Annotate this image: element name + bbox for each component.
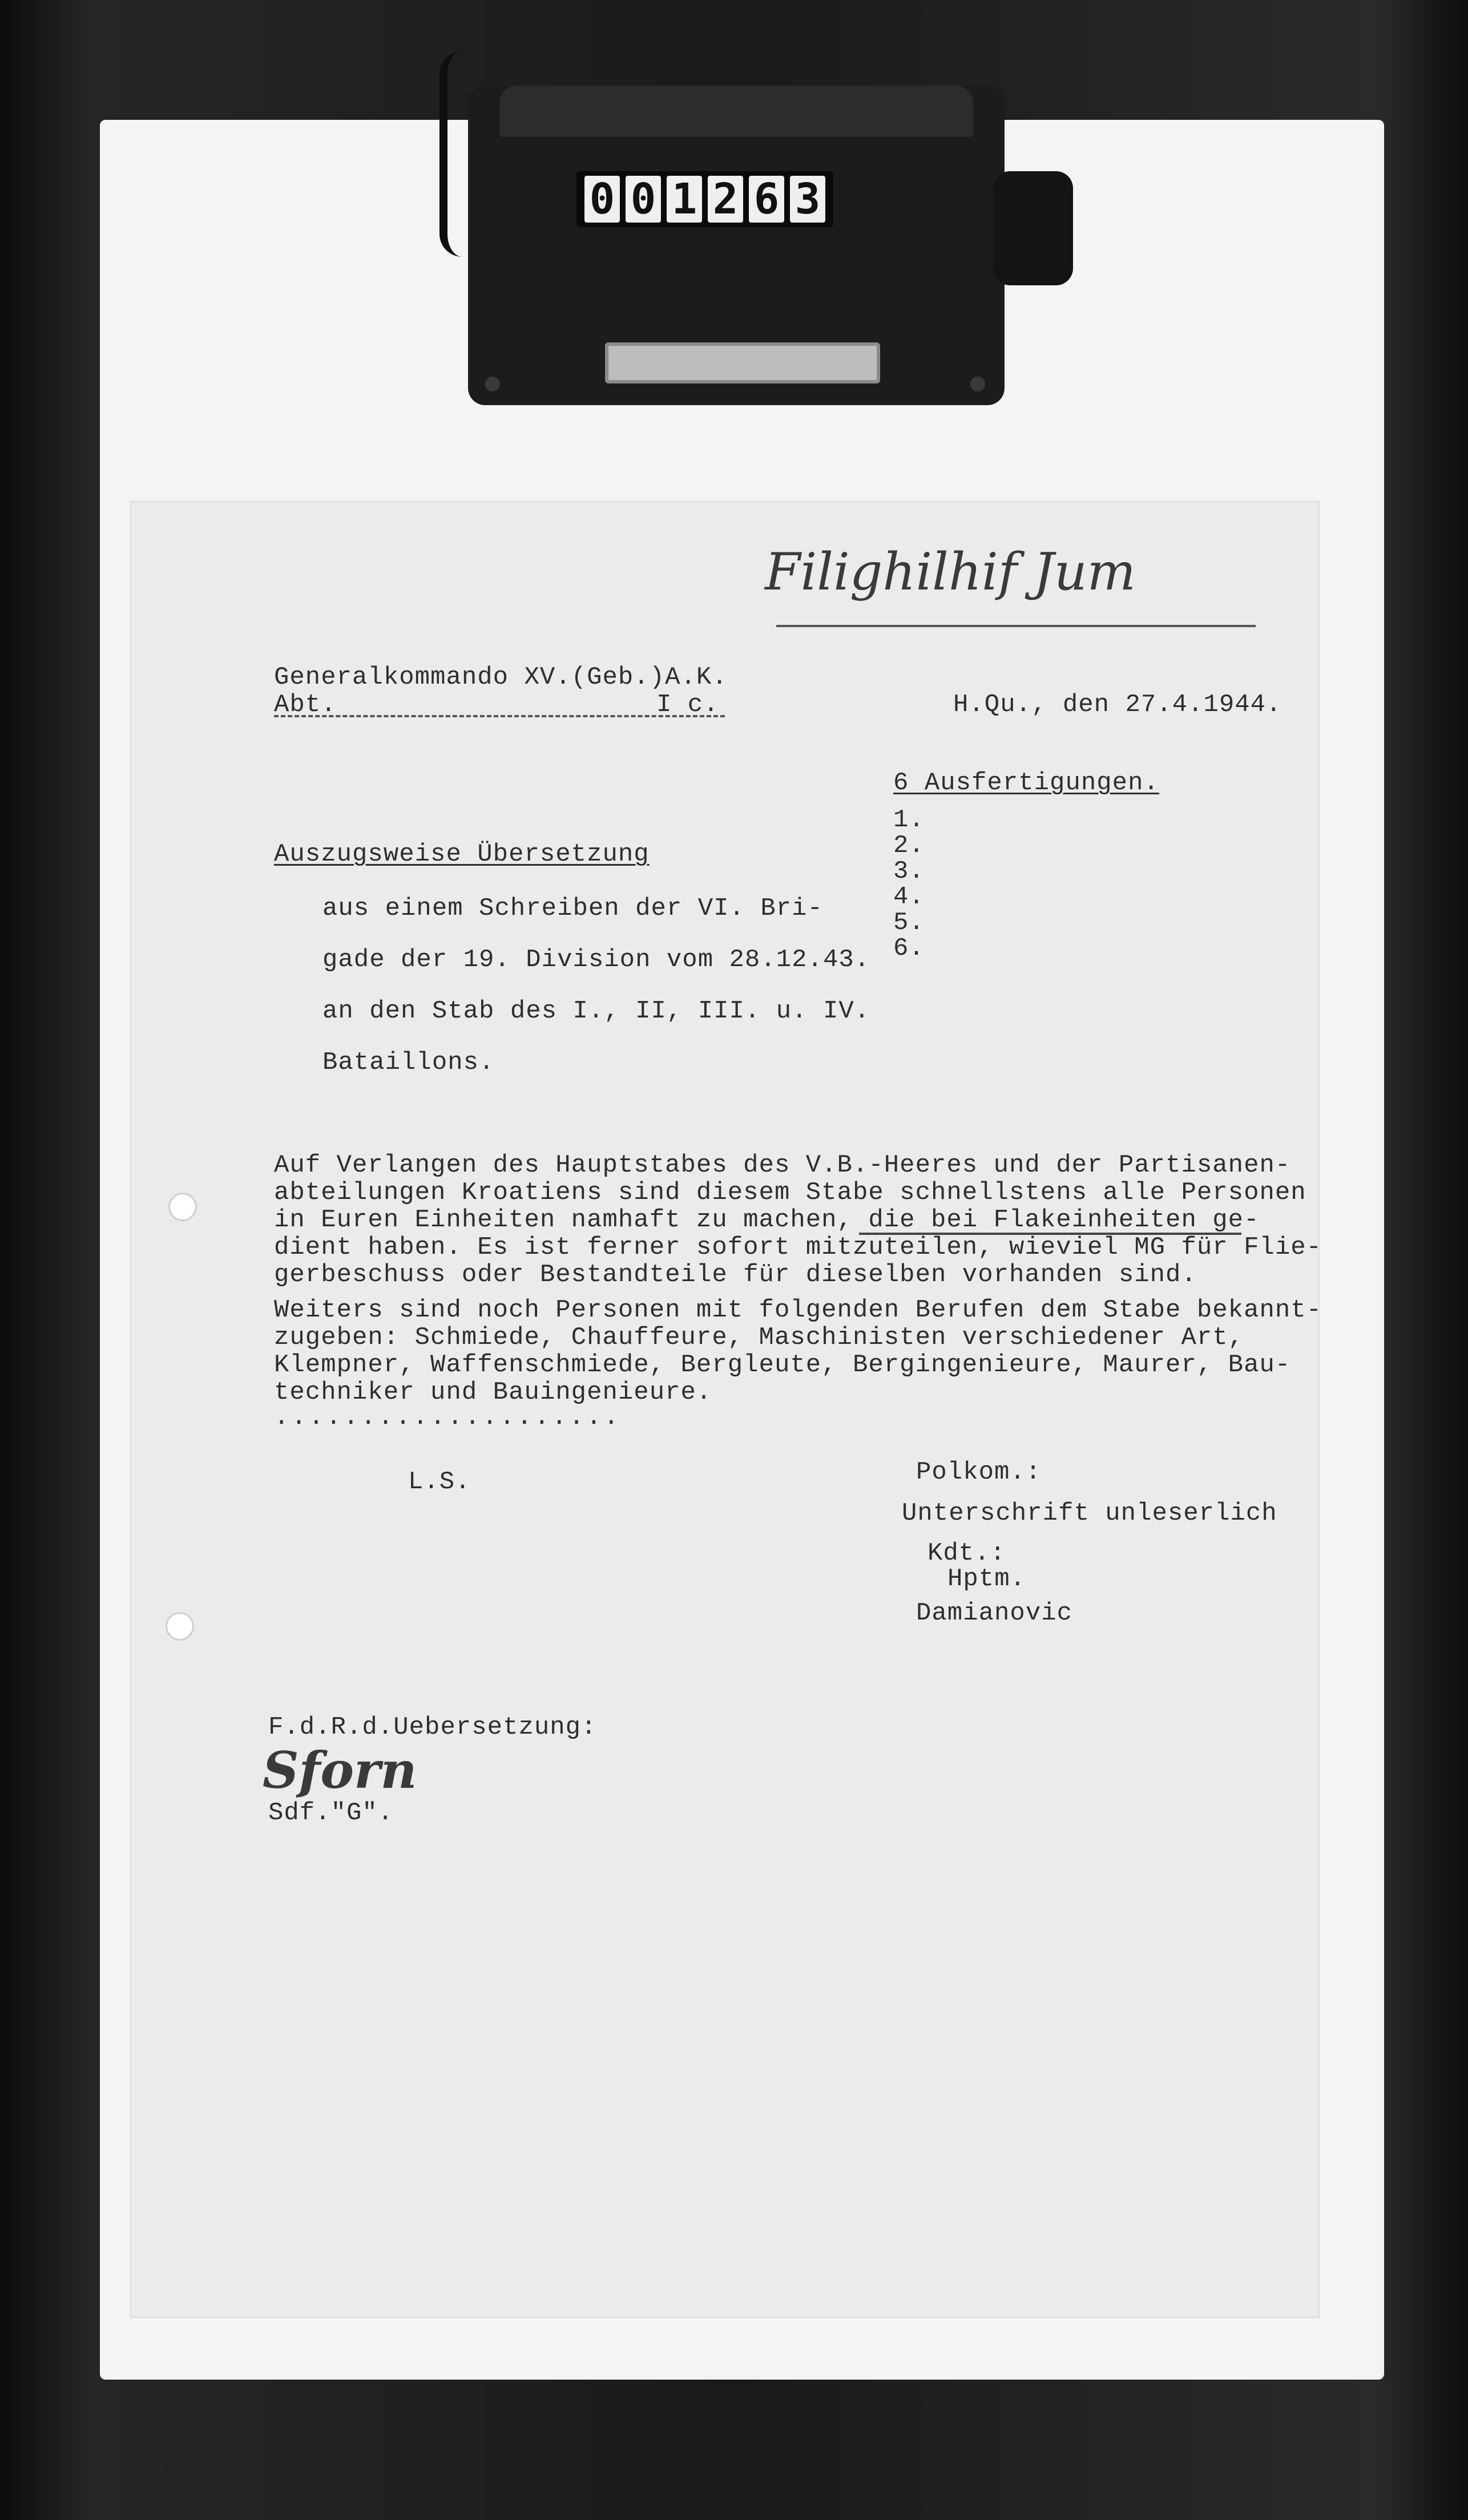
handwritten-note: Filighilhif Jum <box>765 542 1136 602</box>
screw-icon <box>485 377 500 391</box>
handwritten-underline <box>776 625 1256 627</box>
copy-item: 6. <box>893 934 925 963</box>
commander-name: Damianovic <box>916 1599 1073 1628</box>
body-line: techniker und Bauingenieure. <box>274 1378 712 1407</box>
copy-item: 4. <box>893 883 925 911</box>
copies-title: 6 Ausfertigungen. <box>893 769 1159 797</box>
counter-digit: 6 <box>749 176 784 223</box>
counter-top <box>499 86 973 137</box>
counter-digits <box>576 171 833 227</box>
ls-mark: L.S. <box>408 1468 471 1496</box>
body-line: abteilungen Kroatiens sind diesem Stabe schnellstens alle Personen <box>274 1178 1306 1207</box>
kdt-label: Kdt.: <box>927 1539 1006 1568</box>
subject-line: Bataillons. <box>322 1048 495 1077</box>
rank-text: Hptm. <box>947 1565 1026 1593</box>
body-line: Weiters sind noch Personen mit folgenden Berufen dem Stabe bekannt- <box>274 1296 1322 1324</box>
body-line: Auf Verlangen des Hauptstabes des V.B.-Heeres und der Partisanen- <box>274 1151 1291 1180</box>
handwritten-signature: Sforn <box>263 1740 417 1800</box>
counter-digit: 2 <box>708 176 743 223</box>
subject-line: aus einem Schreiben der VI. Bri- <box>322 894 823 923</box>
body-line: gerbeschuss oder Bestandteile für dieselben vorhanden sind. <box>274 1261 1197 1289</box>
unterschrift-text: Unterschrift unleserlich <box>902 1499 1277 1528</box>
copy-item: 5. <box>893 908 925 937</box>
org-line-2-left: Abt. <box>274 690 337 719</box>
body-dots: .................... <box>274 1403 622 1432</box>
frame-counter-device <box>468 86 1005 405</box>
body-line: in Euren Einheiten namhaft zu machen, die bei Flakeinheiten ge- <box>274 1206 1260 1234</box>
copy-item: 1. <box>893 806 925 834</box>
punch-hole-icon <box>166 1612 194 1641</box>
counter-nameplate <box>605 342 880 383</box>
header-dash-line <box>274 715 725 717</box>
counter-digit: 1 <box>667 176 702 223</box>
polkom-label: Polkom.: <box>916 1458 1042 1487</box>
counter-digit: 0 <box>626 176 661 223</box>
subject-line: gade der 19. Division vom 28.12.43. <box>322 946 870 974</box>
screw-icon <box>970 377 985 391</box>
body-line: dient haben. Es ist ferner sofort mitzuteilen, wieviel MG für Flie- <box>274 1233 1322 1262</box>
org-line-2-right: I c. <box>656 690 719 719</box>
body-line: Klempner, Waffenschmiede, Bergleute, Bergingenieure, Maurer, Bau- <box>274 1351 1291 1379</box>
org-line-1: Generalkommando XV.(Geb.)A.K. <box>274 663 728 692</box>
body-line: zugeben: Schmiede, Chauffeure, Maschinisten verschiedener Art, <box>274 1323 1244 1352</box>
counter-digit: 0 <box>584 176 620 223</box>
place-date: H.Qu., den 27.4.1944. <box>953 690 1282 719</box>
copy-item: 2. <box>893 831 925 860</box>
copy-item: 3. <box>893 857 925 886</box>
certification-rank: Sdf."G". <box>268 1799 394 1827</box>
subject-line: an den Stab des I., II, III. u. IV. <box>322 997 870 1025</box>
counter-digit: 3 <box>790 176 825 223</box>
counter-knob <box>993 171 1073 285</box>
certification-line: F.d.R.d.Uebersetzung: <box>268 1713 597 1742</box>
punch-hole-icon <box>168 1193 197 1221</box>
subject-title: Auszugsweise Übersetzung <box>274 840 650 869</box>
